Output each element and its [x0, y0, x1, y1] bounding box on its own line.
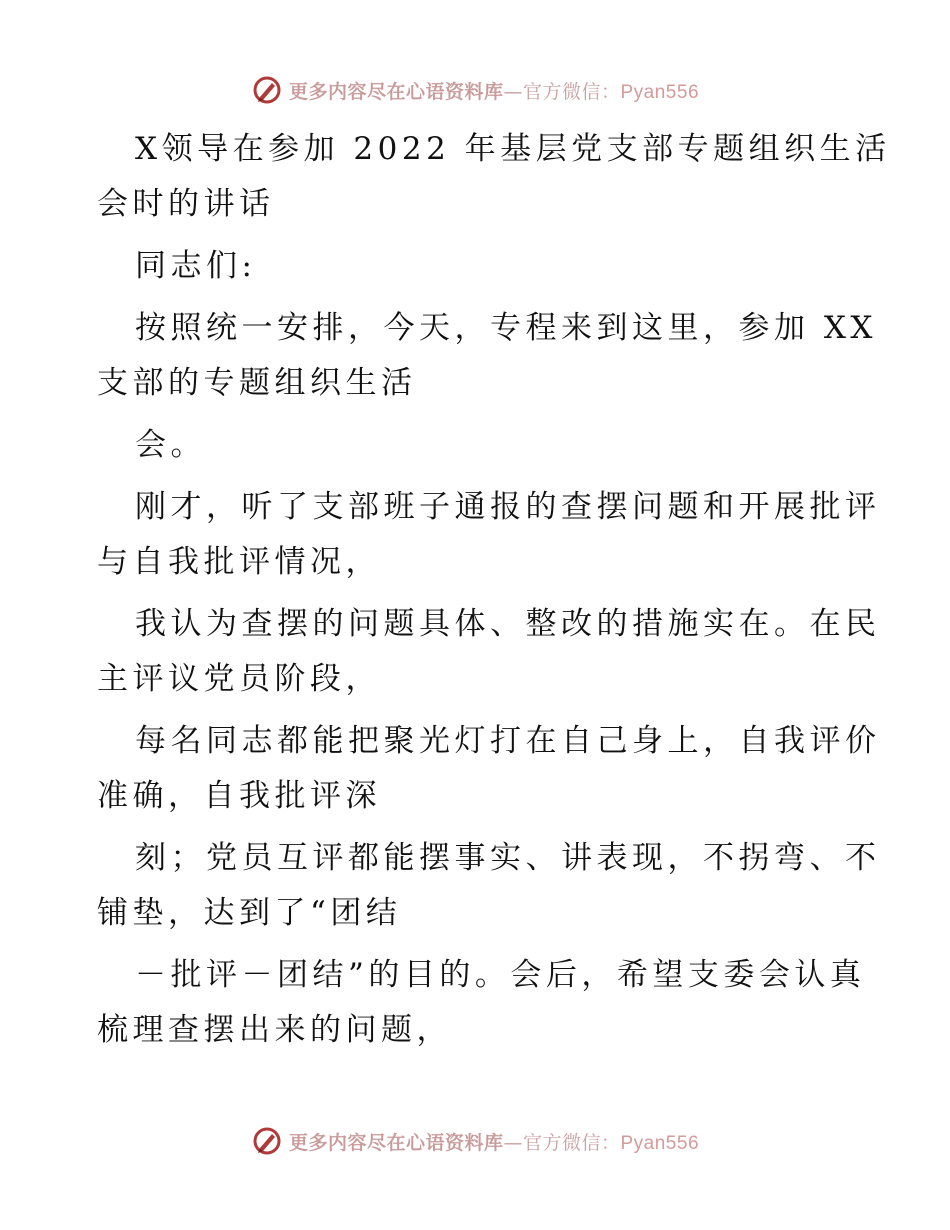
- paragraph-line: 刻；党员互评都能摆事实、讲表现，不拐弯、不: [135, 840, 881, 876]
- paragraph-line: 我认为查摆的问题具体、整改的措施实在。在民: [135, 606, 881, 642]
- watermark-main: 更多内容尽在心语资料库: [288, 80, 504, 103]
- title-line-1: X领导在参加 2022 年基层党支部专题组织生活: [135, 131, 891, 167]
- paragraph-line: 按照统一安排，今天，专程来到这里，参加 XX: [135, 310, 877, 346]
- watermark-sub: 官方微信：: [522, 80, 621, 103]
- paragraph-line: 会。: [135, 427, 206, 463]
- watermark-text: [289, 77, 699, 104]
- paragraph-line: 支部的专题组织生活: [97, 365, 417, 401]
- pen-logo-icon: [251, 1125, 283, 1157]
- document-body: [97, 122, 891, 1065]
- paragraph-line: 每名同志都能把聚光灯打在自己身上，自我评价: [135, 723, 881, 759]
- paragraph-line: 主评议党员阶段，: [97, 661, 381, 697]
- watermark-dash: —: [503, 80, 523, 103]
- title-line-2: 会时的讲话: [97, 186, 275, 222]
- watermark-sub: 官方微信：: [522, 1131, 621, 1154]
- watermark-id: Pyan556: [620, 81, 700, 103]
- paragraph-line: 刚才，听了支部班子通报的查摆问题和开展批评: [135, 489, 881, 525]
- watermark-main: 更多内容尽在心语资料库: [288, 1131, 504, 1154]
- footer-watermark: [0, 1123, 950, 1159]
- watermark-dash: —: [503, 1131, 523, 1154]
- paragraph-line: 铺垫，达到了“团结: [97, 895, 402, 931]
- salutation: 同志们:: [135, 248, 257, 284]
- paragraph-line: 准确，自我批评深: [97, 778, 381, 814]
- pen-logo-icon: [251, 74, 283, 106]
- watermark-id: Pyan556: [620, 1132, 700, 1154]
- watermark-text: [289, 1128, 699, 1155]
- paragraph-line: 与自我批评情况，: [97, 544, 381, 580]
- paragraph-line: －批评－团结”的目的。会后，希望支委会认真: [135, 957, 866, 993]
- paragraph-line: 梳理查摆出来的问题，: [97, 1012, 452, 1048]
- header-watermark: [0, 72, 950, 108]
